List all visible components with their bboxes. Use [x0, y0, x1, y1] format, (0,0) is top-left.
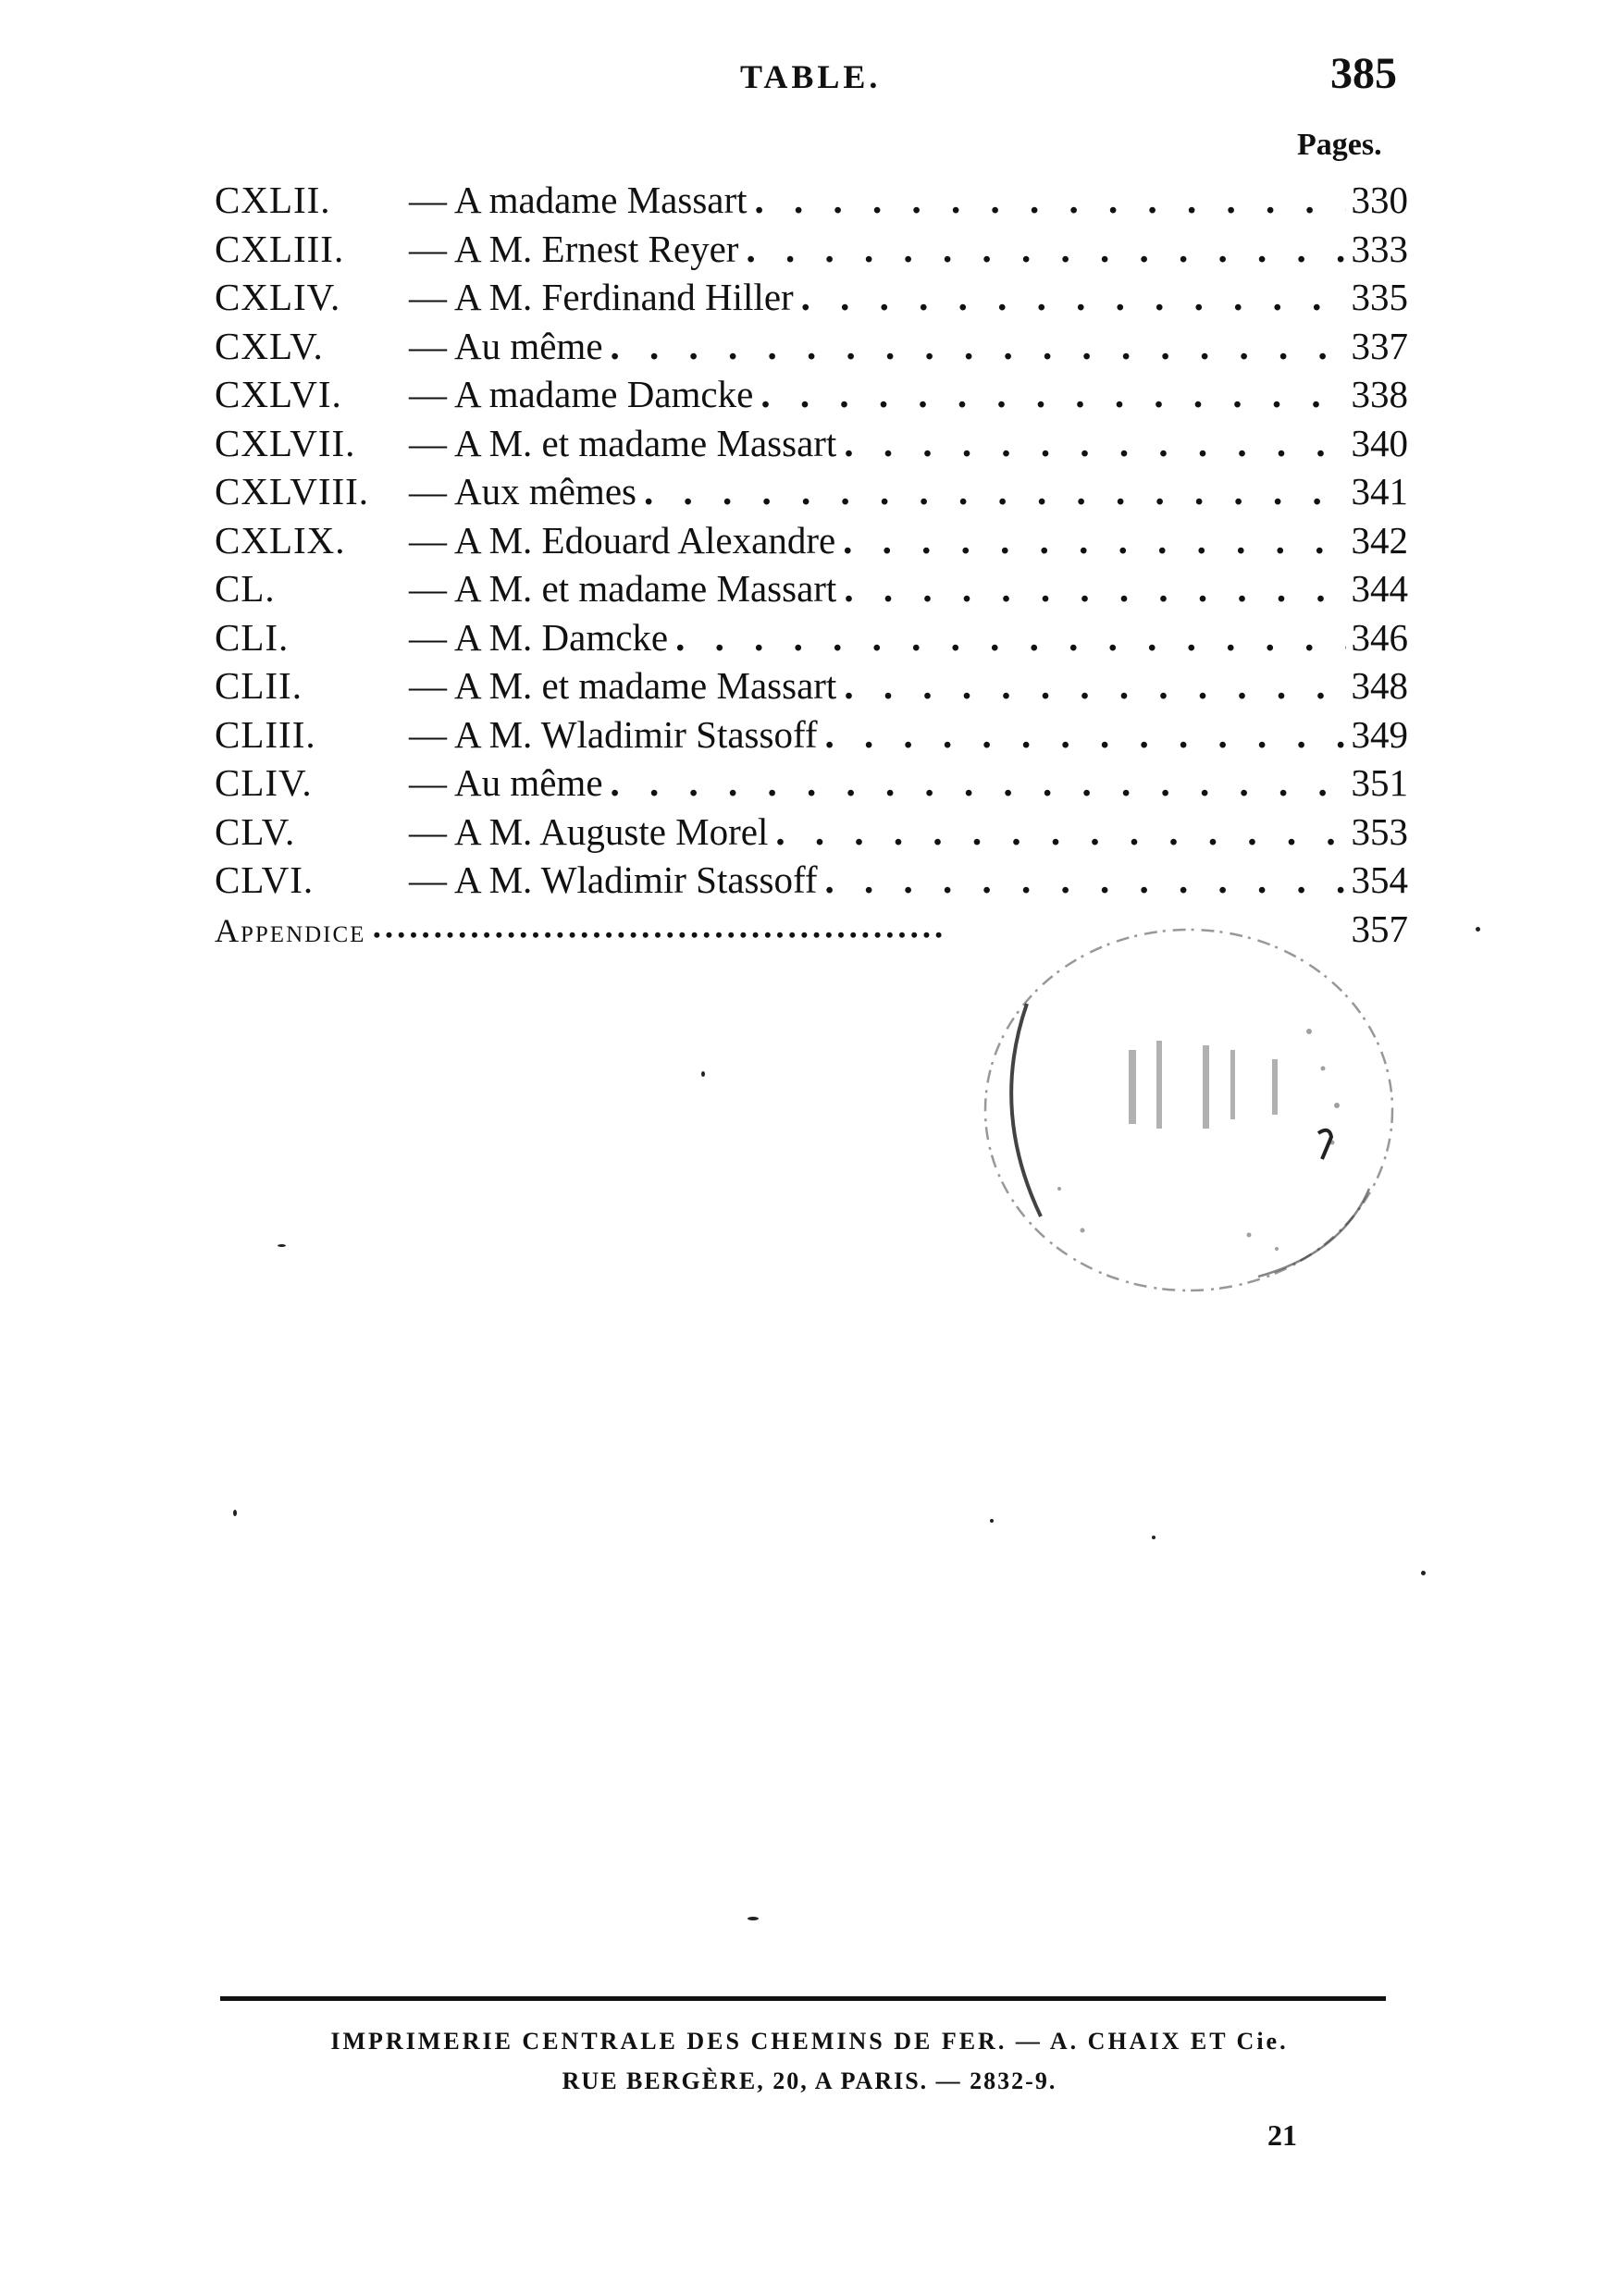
entry-page: 349 — [1351, 712, 1408, 756]
entry-page: 353 — [1351, 809, 1408, 853]
table-of-contents — [215, 178, 1408, 955]
dot-leader — [818, 858, 1346, 902]
library-stamp — [971, 911, 1415, 1309]
toc-entry — [215, 615, 1408, 664]
entry-title: — A M. Wladimir Stassoff — [409, 858, 818, 901]
entry-page: 337 — [1351, 324, 1408, 367]
toc-entry — [215, 518, 1408, 567]
dot-leader — [836, 663, 1345, 708]
entry-numeral: CLVI. — [215, 858, 315, 901]
toc-entry — [215, 712, 1408, 761]
pages-column-label: Pages. — [1297, 128, 1382, 162]
entry-numeral: CXLII. — [215, 179, 331, 221]
ink-speck — [701, 1071, 705, 1077]
dot-leader — [636, 469, 1346, 513]
entry-page: 330 — [1351, 179, 1408, 221]
appendix-page: 357 — [1351, 907, 1408, 950]
printer-imprint-line-2: RUE BERGÈRE, 20, A PARIS. — 2832-9. — [562, 2068, 1057, 2094]
running-head-title: TABLE. — [740, 58, 882, 95]
ink-speck — [748, 1917, 759, 1920]
entry-numeral: CXLVIII. — [215, 470, 370, 512]
dot-leader — [748, 178, 1346, 222]
page-number: 385 — [1330, 49, 1397, 98]
toc-entry — [215, 858, 1408, 907]
entry-numeral: CXLVII. — [215, 421, 356, 464]
ink-speck — [233, 1510, 237, 1516]
entry-title: — A M. Ferdinand Hiller — [409, 276, 794, 318]
toc-entry — [215, 372, 1408, 421]
printer-imprint-line-1: IMPRIMERIE CENTRALE DES CHEMINS DE FER. — A. CHAIX ET Cie. — [330, 2028, 1289, 2055]
entry-numeral: CLIII. — [215, 712, 316, 756]
entry-numeral: CXLV. — [215, 324, 324, 367]
entry-title: — A M. Ernest Reyer — [409, 227, 739, 270]
entry-numeral: CXLIV. — [215, 276, 341, 318]
dot-leader — [794, 275, 1346, 319]
entry-title: — A M. Wladimir Stassoff — [409, 712, 818, 756]
entry-title: — A M. Edouard Alexandre — [409, 518, 836, 562]
dot-leader — [603, 760, 1346, 805]
dot-leader — [738, 227, 1345, 271]
entry-page: 338 — [1351, 373, 1408, 415]
entry-title: — A madame Massart — [409, 179, 748, 221]
toc-entry — [215, 566, 1408, 615]
dot-leader — [835, 518, 1345, 562]
dot-leader — [603, 324, 1346, 368]
footer-rule — [220, 1996, 1386, 2001]
entry-title: — A madame Damcke — [409, 373, 754, 415]
entry-numeral: CLI. — [215, 615, 290, 659]
entry-page: 340 — [1351, 421, 1408, 464]
entry-numeral: CLV. — [215, 809, 296, 853]
entry-page: 346 — [1351, 615, 1408, 659]
appendix-title: Appendice — [215, 911, 366, 949]
dot-leader — [836, 421, 1345, 465]
entry-page: 342 — [1351, 518, 1408, 562]
entry-page: 348 — [1351, 664, 1408, 707]
entry-title: — A M. Damcke — [409, 615, 669, 659]
toc-entry — [215, 275, 1408, 324]
toc-entry — [215, 809, 1408, 858]
toc-entry — [215, 227, 1408, 276]
dot-leader — [668, 615, 1345, 660]
dot-leader — [753, 372, 1345, 416]
dot-leader — [836, 566, 1345, 611]
entry-numeral: CXLVI. — [215, 373, 342, 415]
entry-page: 344 — [1351, 567, 1408, 610]
toc-entry — [215, 421, 1408, 470]
ink-speck — [1476, 927, 1480, 932]
entry-numeral: CXLIX. — [215, 518, 346, 562]
entry-page: 351 — [1351, 761, 1408, 804]
dot-leader — [818, 712, 1346, 757]
ink-speck — [1421, 1571, 1426, 1575]
toc-entry — [215, 760, 1408, 809]
entry-page: 341 — [1351, 470, 1408, 512]
toc-entry — [215, 324, 1408, 373]
signature-mark: 21 — [1267, 2118, 1297, 2152]
entry-numeral: CLII. — [215, 664, 303, 707]
ink-speck — [990, 1519, 994, 1523]
entry-title: — Au même — [409, 324, 603, 367]
entry-page: 354 — [1351, 858, 1408, 901]
ink-speck — [1152, 1536, 1156, 1539]
entry-title: — Aux mêmes — [409, 470, 636, 512]
dot-leader — [768, 809, 1345, 854]
entry-numeral: CLIV. — [215, 761, 313, 804]
entry-title: — A M. et madame Massart — [409, 421, 837, 464]
entry-numeral: CL. — [215, 567, 276, 610]
entry-title: — A M. Auguste Morel — [409, 809, 769, 853]
entry-title: — A M. et madame Massart — [409, 664, 837, 707]
entry-page: 335 — [1351, 276, 1408, 318]
toc-entry — [215, 663, 1408, 712]
toc-entry — [215, 469, 1408, 518]
entry-title: — A M. et madame Massart — [409, 567, 837, 610]
ink-speck — [278, 1244, 286, 1247]
toc-entry — [215, 178, 1408, 227]
entry-numeral: CXLIII. — [215, 227, 345, 270]
entry-title: — Au même — [409, 761, 603, 804]
entry-page: 333 — [1351, 227, 1408, 270]
